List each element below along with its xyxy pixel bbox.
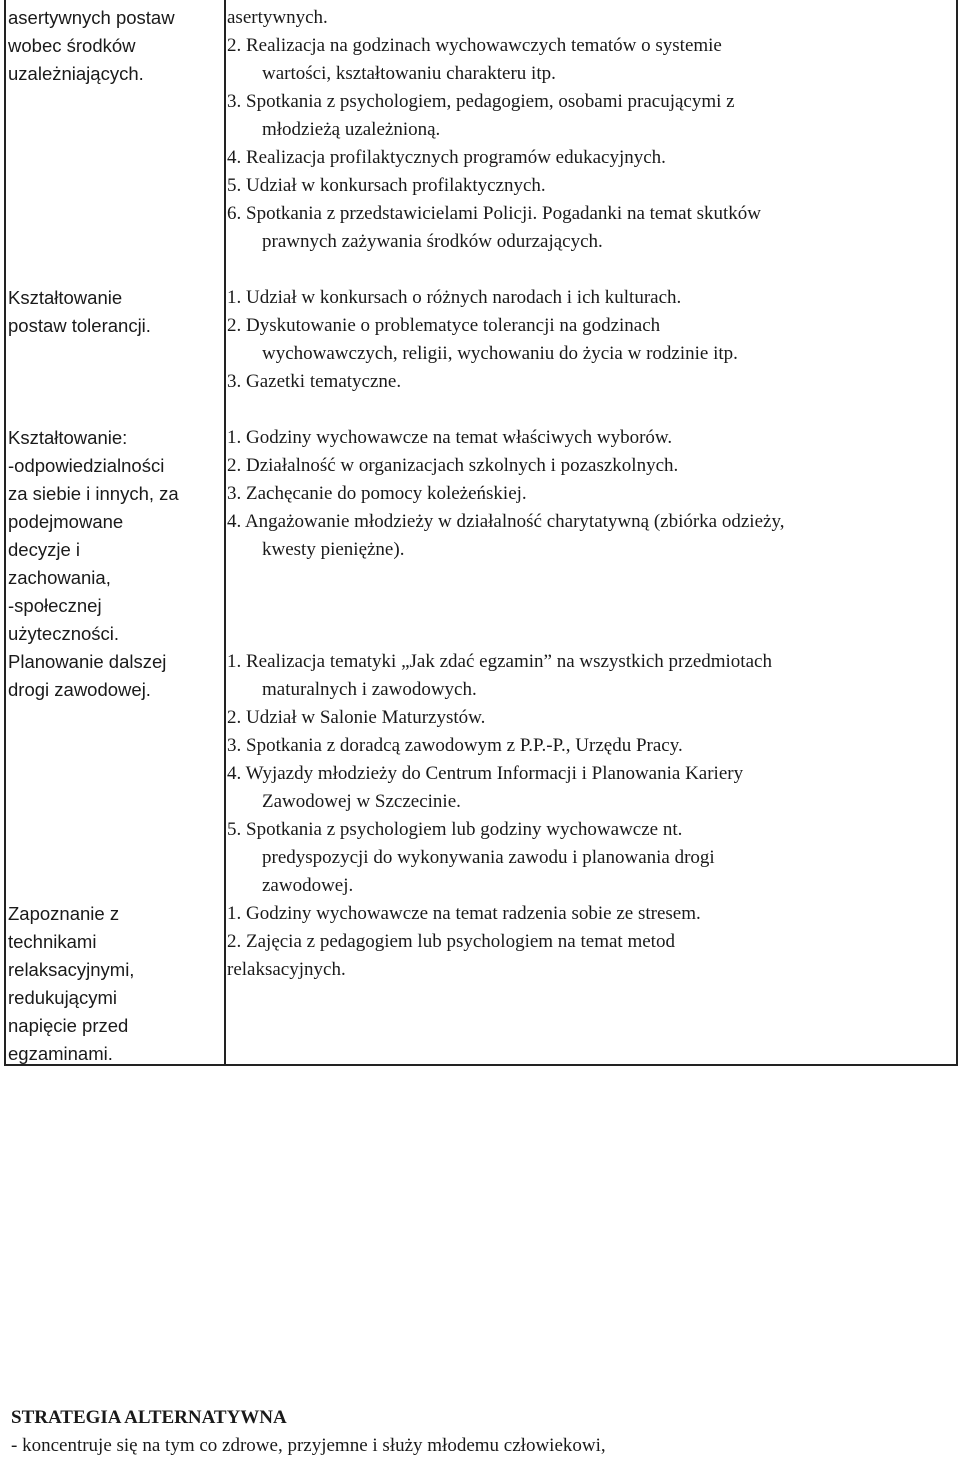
topic-cell: [8, 648, 213, 704]
activity-line: 6. Spotkania z przedstawicielami Policji. Pogadanki na temat skutków: [227, 203, 761, 224]
activity-line: 3. Zachęcanie do pomocy koleżeńskiej.: [227, 483, 527, 504]
activity-line: 3. Spotkania z psychologiem, pedagogiem, osobami pracującymi z: [227, 91, 735, 112]
topic-cell: [8, 284, 213, 340]
activity-line: predyspozycji do wykonywania zawodu i planowania drogi: [262, 847, 715, 868]
topic-line: napięcie przed: [8, 1015, 129, 1036]
activity-line: 2. Dyskutowanie o problematyce tolerancji na godzinach: [227, 315, 661, 336]
topic-line: wobec środków: [8, 35, 136, 56]
activity-line: 1. Udział w konkursach o różnych narodach i ich kulturach.: [227, 287, 682, 308]
activity-line: 4. Realizacja profilaktycznych programów edukacyjnych.: [227, 147, 666, 168]
topic-line: Kształtowanie:: [8, 427, 128, 448]
topic-line: drogi zawodowej.: [8, 679, 151, 700]
activity-line: Zawodowej w Szczecinie.: [262, 791, 461, 812]
activity-line: młodzieżą uzależnioną.: [262, 119, 441, 140]
topic-line: Planowanie dalszej: [8, 651, 167, 672]
activity-line: 1. Realizacja tematyki „Jak zdać egzamin” na wszystkich przedmiotach: [227, 651, 772, 672]
topic-cell: [8, 900, 213, 1068]
activities-cell: [227, 4, 951, 256]
activity-line: wartości, kształtowaniu charakteru itp.: [262, 63, 556, 84]
topic-line: za siebie i innych, za: [8, 483, 179, 504]
activity-line: wychowawczych, religii, wychowaniu do życia w rodzinie itp.: [262, 343, 738, 364]
activities-cell: [227, 900, 951, 984]
topic-line: Kształtowanie: [8, 287, 123, 308]
topic-line: relaksacyjnymi,: [8, 959, 135, 980]
activity-line: 1. Godziny wychowawcze na temat właściwych wyborów.: [227, 427, 673, 448]
topic-line: decyzje i: [8, 539, 80, 560]
activity-line: 4. Angażowanie młodzieży w działalność charytatywną (zbiórka odzieży,: [227, 511, 785, 532]
activity-line: prawnych zażywania środków odurzających.: [262, 231, 603, 252]
topic-line: redukującymi: [8, 987, 117, 1008]
topic-line: egzaminami.: [8, 1043, 113, 1064]
topic-line: asertywnych postaw: [8, 7, 175, 28]
topic-line: -społecznej: [8, 595, 102, 616]
topic-line: uzależniających.: [8, 63, 144, 84]
activity-line: relaksacyjnych.: [227, 959, 346, 980]
topic-line: technikami: [8, 931, 97, 952]
activity-line: 1. Godziny wychowawcze na temat radzenia sobie ze stresem.: [227, 903, 701, 924]
activity-line: 3. Gazetki tematyczne.: [227, 371, 402, 392]
activities-cell: [227, 424, 951, 564]
activity-line: maturalnych i zawodowych.: [262, 679, 477, 700]
activity-line: 4. Wyjazdy młodzieży do Centrum Informacji i Planowania Kariery: [227, 763, 744, 784]
footer-text: - koncentruje się na tym co zdrowe, przyjemne i służy młodemu człowiekowi,: [11, 1435, 606, 1456]
column-divider: [224, 0, 226, 1064]
topic-cell: [8, 4, 213, 88]
topic-line: Zapoznanie z: [8, 903, 120, 924]
activity-line: zawodowej.: [262, 875, 354, 896]
activity-line: 2. Udział w Salonie Maturzystów.: [227, 707, 486, 728]
activity-line: 3. Spotkania z doradcą zawodowym z P.P.-P., Urzędu Pracy.: [227, 735, 683, 756]
footer-section: [11, 1404, 951, 1460]
topic-line: użyteczności.: [8, 623, 120, 644]
activity-line: kwesty pieniężne).: [262, 539, 405, 560]
topic-line: postaw tolerancji.: [8, 315, 151, 336]
activity-line: 5. Spotkania z psychologiem lub godziny wychowawcze nt.: [227, 819, 683, 840]
topic-line: zachowania,: [8, 567, 111, 588]
activities-cell: [227, 284, 951, 396]
topic-cell: [8, 424, 213, 648]
topic-line: podejmowane: [8, 511, 124, 532]
activity-line: 2. Działalność w organizacjach szkolnych i pozaszkolnych.: [227, 455, 679, 476]
activities-cell: [227, 648, 951, 900]
activity-line: 2. Zajęcia z pedagogiem lub psychologiem na temat metod: [227, 931, 675, 952]
footer-heading: STRATEGIA ALTERNATYWNA: [11, 1407, 287, 1428]
topic-line: -odpowiedzialności: [8, 455, 165, 476]
activity-line: asertywnych.: [227, 7, 328, 28]
activity-line: 5. Udział w konkursach profilaktycznych.: [227, 175, 546, 196]
activity-line: 2. Realizacja na godzinach wychowawczych tematów o systemie: [227, 35, 722, 56]
